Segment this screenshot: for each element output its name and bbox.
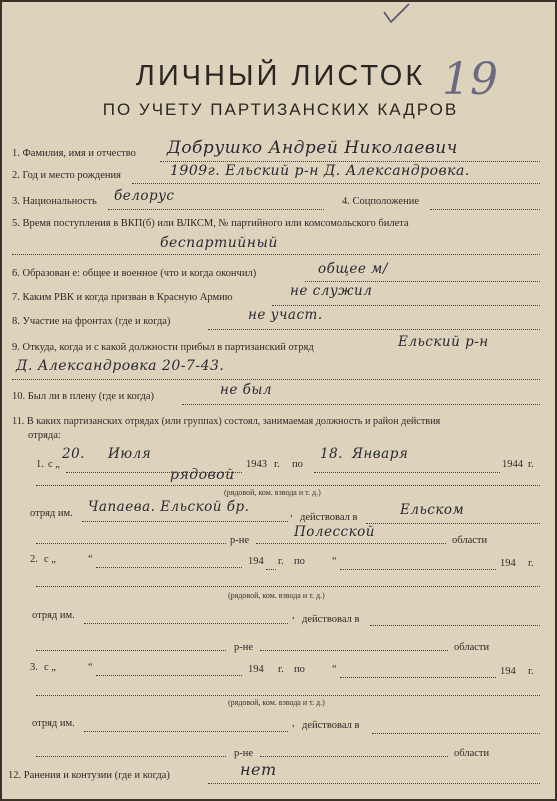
entry-2-to-year: 194: [500, 558, 516, 569]
field-5-line: [12, 254, 540, 255]
field-1-line: [160, 161, 540, 162]
entry-1-region-label: области: [452, 535, 488, 546]
entry-1-to-day: 18.: [320, 446, 343, 462]
field-9-label: 9. Откуда, когда и с какой должности прибыл в партизанский отряд: [12, 342, 314, 353]
field-7-value: не служил: [290, 283, 373, 299]
field-10-line: [182, 404, 540, 405]
entry-1-district-line: [36, 543, 226, 544]
field-3-line: [108, 209, 324, 210]
entry-3-unit-comma: ,: [292, 718, 295, 729]
entry-1-position-hint: (рядовой, ком. взвода и т. д.): [224, 488, 321, 497]
field-7-label: 7. Каким РВК и когда призван в Красную Армию: [12, 292, 233, 303]
entry-2-to-line: [340, 569, 496, 570]
field-6-line: [305, 281, 540, 282]
field-9-value-b: Д. Александровка 20-7-43.: [16, 358, 225, 374]
entry-1-to-month: Января: [352, 446, 409, 462]
field-8-value: не участ.: [248, 307, 323, 323]
entry-1-acted-label: действовал в: [300, 512, 358, 523]
field-7-line: [272, 305, 540, 306]
entry-3-unit-label: отряд им.: [32, 718, 75, 729]
entry-3-position-line: [36, 695, 540, 696]
entry-2-from-line: [96, 567, 242, 568]
entry-3-to-year: 194: [500, 666, 516, 677]
entry-2-district-label: р-не: [234, 642, 254, 653]
form-title: ЛИЧНЫЙ ЛИСТОК: [135, 60, 426, 92]
entry-3-district-label: р-не: [234, 748, 254, 759]
field-5-label: 5. Время поступления в ВКП(б) или ВЛКСМ, № партийного или комсомольского билета: [12, 218, 409, 229]
field-6-value: общее м/: [318, 261, 388, 277]
entry-1-position: рядовой: [170, 467, 235, 483]
entry-1-to-year: 1944: [502, 459, 523, 470]
entry-3-po: по: [294, 664, 305, 675]
entry-1-unit-comma: ,: [290, 508, 293, 519]
entry-3-from-year: 194: [248, 664, 264, 675]
entry-3-region-line: [260, 756, 448, 757]
entry-3-region-label: области: [454, 748, 490, 759]
entry-1-acted-in: Ельском: [400, 502, 465, 518]
field-1-value: Добрушко Андрей Николаевич: [167, 138, 458, 158]
entry-3-acted-line: [372, 733, 540, 734]
entry-1-to-year-suffix: г.: [528, 459, 534, 470]
entry-2-from-year-suffix: г.: [278, 556, 284, 567]
entry-1-from-year: 1943: [246, 459, 267, 470]
entry-2-from-year-line: [266, 569, 276, 570]
field-11-label: 11. В каких партизанских отрядах (или группах) состоял, занимаемая должность и район действия: [12, 416, 441, 427]
entry-1-unit-line: [82, 521, 288, 522]
entry-1-po: по: [292, 459, 303, 470]
entry-3-to-line: [340, 677, 496, 678]
field-3-label: 3. Национальность: [12, 196, 97, 207]
field-4-label: 4. Соцположение: [342, 196, 420, 207]
field-4-line: [430, 209, 540, 210]
entry-2-acted-line: [370, 625, 540, 626]
entry-1-from-month: Июля: [108, 446, 152, 462]
field-9-value-a: Ельский р-н: [398, 334, 489, 350]
entry-3-position-hint: (рядовой, ком. взвода и т. д.): [228, 698, 325, 707]
entry-3-from-prefix: с „: [44, 662, 56, 673]
entry-3-from-line: [96, 675, 242, 676]
field-5-value: беспартийный: [160, 235, 278, 251]
entry-2-region-line: [260, 650, 448, 651]
field-2-line: [132, 183, 540, 184]
entry-1-unit: Чапаева. Ельской бр.: [88, 499, 250, 515]
entry-2-district-line: [36, 650, 226, 651]
field-10-label: 10. Был ли в плену (где и когда): [12, 391, 155, 402]
form-subtitle: ПО УЧЕТУ ПАРТИЗАНСКИХ КАДРОВ: [102, 100, 459, 119]
entry-2-from-prefix: с „: [44, 554, 56, 565]
entry-2-to-year-suffix: г.: [528, 558, 534, 569]
check-mark-icon: [382, 2, 412, 26]
entry-1-region-line: [256, 543, 446, 544]
entry-2-po: по: [294, 556, 305, 567]
field-2-value: 1909г. Ельский р-н Д. Александровка.: [170, 163, 470, 179]
field-1-label: 1. Фамилия, имя и отчество: [12, 148, 136, 159]
entry-2-to-quote: “: [332, 556, 337, 567]
field-2-label: 2. Год и место рождения: [12, 170, 121, 181]
entry-2-unit-comma: ,: [292, 610, 295, 621]
entry-3-to-year-suffix: г.: [528, 666, 534, 677]
entry-2-region-label: области: [454, 642, 490, 653]
entry-2-unit-line: [84, 623, 288, 624]
sheet-number: 19: [442, 54, 498, 105]
entry-2-number: 2.: [30, 554, 38, 565]
entry-1-acted-line: [366, 523, 540, 524]
entry-2-position-hint: (рядовой, ком. взвода и т. д.): [228, 591, 325, 600]
entry-3-number: 3.: [30, 662, 38, 673]
entry-1-from-prefix: с „: [48, 459, 60, 470]
entry-1-district-label: р-не: [230, 535, 250, 546]
entry-3-district-line: [36, 756, 226, 757]
entry-2-acted-label: действовал в: [302, 614, 360, 625]
field-12-line: [208, 783, 540, 784]
field-8-line: [208, 329, 540, 330]
field-12-value: нет: [240, 760, 277, 779]
entry-2-from-year: 194: [248, 556, 264, 567]
entry-1-to-line: [314, 472, 500, 473]
field-11-label-cont: отряда:: [28, 430, 61, 441]
entry-1-region: Полесской: [294, 524, 375, 540]
entry-3-acted-label: действовал в: [302, 720, 360, 731]
entry-3-unit-line: [84, 731, 288, 732]
entry-1-from-year-suffix: г.: [274, 459, 280, 470]
field-8-label: 8. Участие на фронтах (где и когда): [12, 316, 171, 327]
field-3-value: белорус: [114, 188, 175, 204]
field-10-value: не был: [220, 382, 273, 398]
entry-1-number: 1.: [36, 459, 44, 470]
field-6-label: 6. Образован е: общее и военное (что и когда окончил): [12, 268, 257, 279]
entry-3-to-quote: “: [332, 664, 337, 675]
entry-1-unit-label: отряд им.: [30, 508, 73, 519]
entry-3-from-quote: “: [88, 662, 93, 673]
field-12-label: 12. Ранения и контузии (где и когда): [8, 770, 170, 781]
entry-2-from-quote: “: [88, 554, 93, 565]
field-9-line: [12, 379, 540, 380]
entry-2-unit-label: отряд им.: [32, 610, 75, 621]
entry-1-position-line: [36, 485, 540, 486]
entry-1-from-day: 20.: [62, 446, 85, 462]
entry-2-position-line: [36, 586, 540, 587]
entry-3-from-year-suffix: г.: [278, 664, 284, 675]
